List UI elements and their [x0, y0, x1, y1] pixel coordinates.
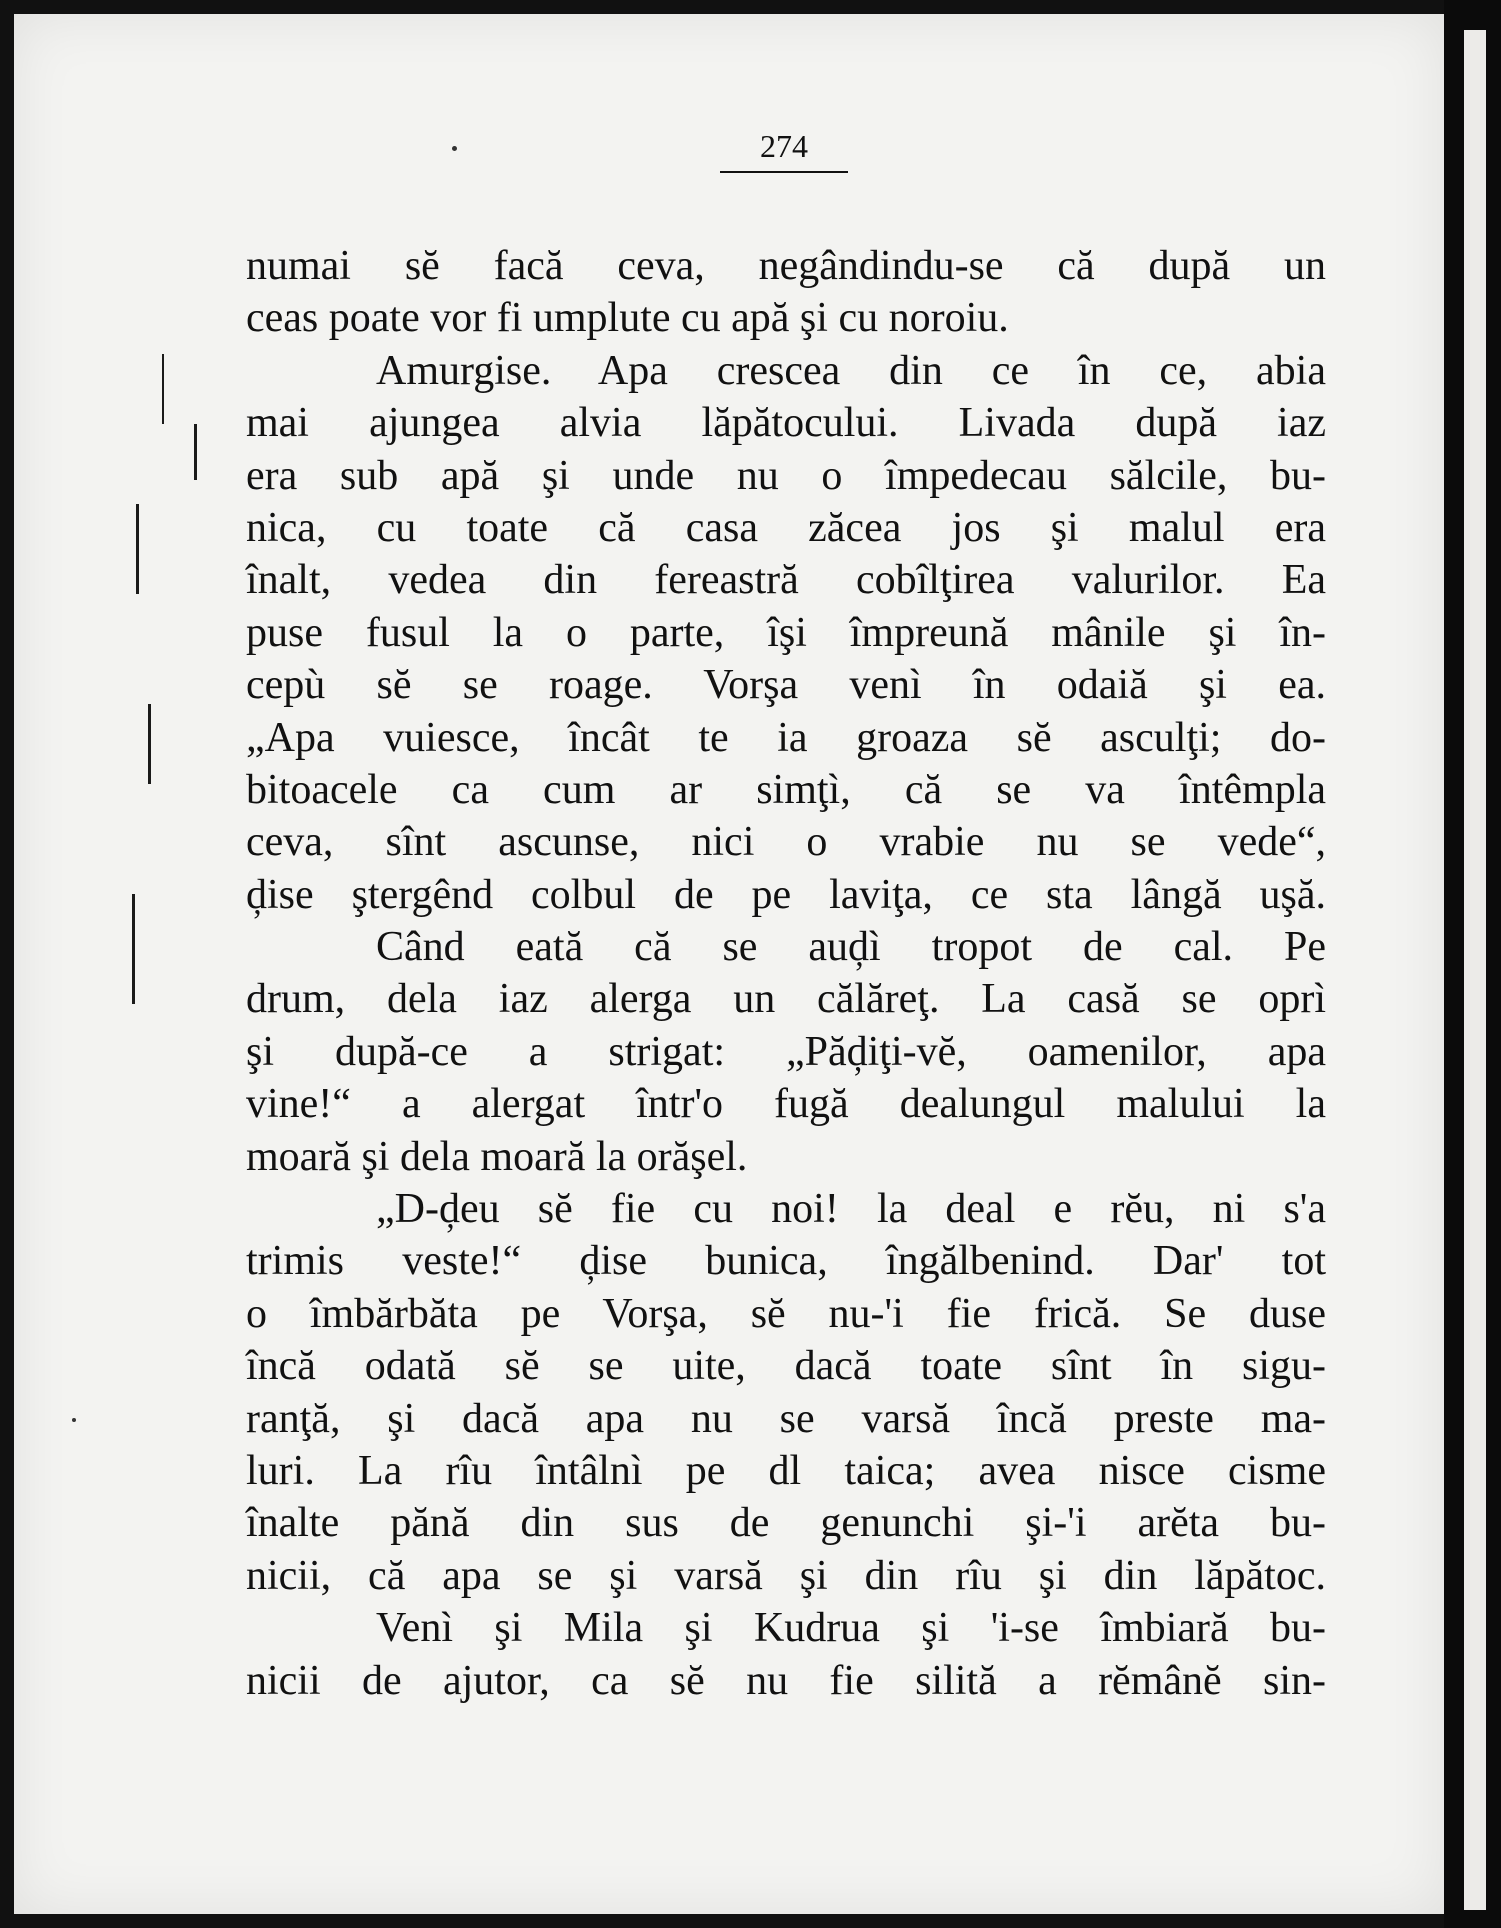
- text-line: înalte pănă din sus de genunchi şi-'i arĕta bu-: [246, 1500, 1326, 1547]
- text-line: era sub apă şi unde nu o împedecau sălcile, bu-: [246, 452, 1326, 499]
- page-number: 274: [720, 128, 848, 173]
- text-line: moară şi dela moară la orăşel.: [246, 1133, 748, 1180]
- text-line: înalt, vedea din fereastră cobîlţirea valurilor. Ea: [246, 557, 1326, 604]
- margin-pencil-mark: [136, 504, 139, 594]
- text-line: Venì şi Mila şi Kudrua şi 'i-se îmbiară bu-: [376, 1605, 1326, 1652]
- adjacent-page-strip: [1464, 30, 1486, 1910]
- margin-pencil-mark: [148, 704, 151, 784]
- text-line: nica, cu toate că casa zăcea jos şi malul era: [246, 504, 1326, 551]
- text-line: „D-ḑeu sĕ fie cu noi! la deal e rĕu, ni s'a: [376, 1186, 1326, 1233]
- text-line: bitoacele ca cum ar simţì, că se va întêmpla: [246, 766, 1326, 813]
- margin-pencil-mark: [194, 424, 197, 480]
- text-line: ceas poate vor fi umplute cu apă şi cu noroiu.: [246, 295, 1009, 342]
- text-line: încă odată sĕ se uite, dacă toate sînt în sigu-: [246, 1343, 1326, 1390]
- text-line: ranţă, şi dacă apa nu se varsă încă preste ma-: [246, 1395, 1326, 1442]
- body-text: [246, 240, 1326, 1707]
- text-line: Când eată că se auḑì tropot de cal. Pe: [376, 924, 1326, 971]
- text-line: ḑise ştergênd colbul de pe laviţa, ce sta lângă uşă.: [246, 871, 1326, 918]
- text-line: drum, dela iaz alerga un călăreţ. La casă se oprì: [246, 976, 1326, 1023]
- text-line: ceva, sînt ascunse, nici o vrabie nu se vede“,: [246, 819, 1326, 866]
- text-line: cepù sĕ se roage. Vorşa venì în odaiă şi ea.: [246, 662, 1326, 709]
- text-line: şi după-ce a strigat: „Păḑiţi-vĕ, oamenilor, apa: [246, 1028, 1326, 1075]
- text-line: puse fusul la o parte, îşi împreună mânile şi în-: [246, 609, 1326, 656]
- text-line: trimis veste!“ ḑise bunica, îngălbenind. Dar' tot: [246, 1238, 1326, 1285]
- speck: [72, 1418, 76, 1422]
- text-line: Amurgise. Apa crescea din ce în ce, abia: [376, 347, 1326, 394]
- text-line: nicii de ajutor, ca sĕ nu fie silită a rĕmânĕ sin-: [246, 1657, 1326, 1704]
- speck: [452, 146, 457, 151]
- text-line: vine!“ a alergat într'o fugă dealungul malului la: [246, 1081, 1326, 1128]
- margin-pencil-mark: [162, 354, 164, 424]
- margin-pencil-mark: [132, 894, 135, 1004]
- text-line: numai sĕ facă ceva, negândindu-se că după un: [246, 243, 1326, 289]
- text-line: luri. La rîu întâlnì pe dl taica; avea nisce cisme: [246, 1447, 1326, 1494]
- adjacent-page-edge: [1444, 0, 1501, 1928]
- text-line: mai ajungea alvia lăpătocului. Livada după iaz: [246, 400, 1326, 447]
- text-line: nicii, că apa se şi varsă şi din rîu şi din lăpătoc.: [246, 1552, 1326, 1599]
- text-line: „Apa vuiesce, încât te ia groaza sĕ asculţi; do-: [246, 714, 1326, 761]
- text-line: o îmbărbăta pe Vorşa, sĕ nu-'i fie frică. Se duse: [246, 1290, 1326, 1337]
